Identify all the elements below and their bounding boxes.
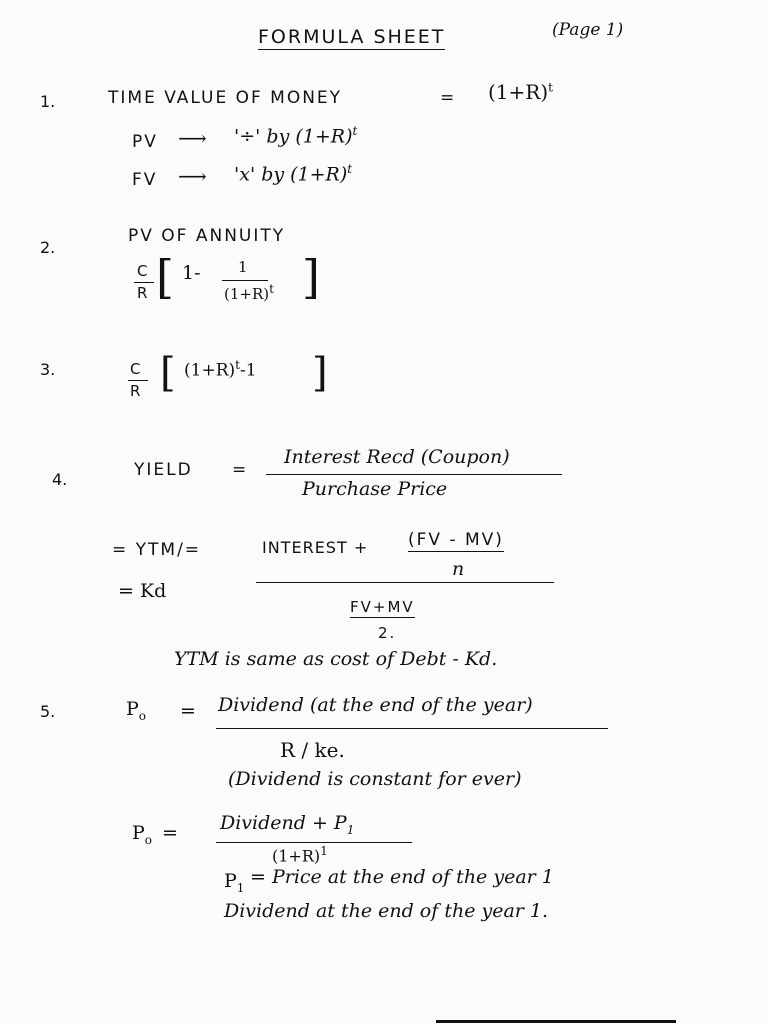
p0b-denominator: $(1+R)^1$ [272, 844, 328, 866]
annuity-c: C [137, 262, 150, 280]
yield-label: YIELD [134, 460, 193, 480]
p0b-label: $P_o$ [132, 822, 153, 847]
ytm-main-fraction-line [256, 582, 554, 583]
constant-note: (Dividend is constant for ever) [228, 768, 522, 790]
p0-equals: = [180, 700, 196, 722]
tvm-equals: = [440, 88, 457, 108]
sheet-title: FORMULA SHEET [258, 26, 446, 48]
fva-close-bracket: ] [312, 350, 328, 396]
annuity-c-over-r-line [134, 282, 154, 283]
fva-c: C [130, 360, 143, 378]
ytm-interest-plus: INTEREST + [262, 538, 369, 557]
tvm-formula: $(1+R)^t$ [488, 80, 553, 104]
annuity-open-bracket: [ [156, 250, 174, 304]
ytm-fv-plus-mv: FV+MV [350, 598, 415, 616]
annuity-close-bracket: ] [302, 250, 320, 304]
annuity-r: R [137, 284, 150, 302]
fv-label: FV [132, 170, 158, 190]
section-5-number: 5. [40, 702, 56, 721]
section-4-number: 4. [52, 470, 68, 489]
p0-numerator: Dividend (at the end of the year) [218, 694, 533, 716]
p0b-fraction-line [216, 842, 412, 843]
ytm-two: 2. [378, 624, 397, 642]
p0-label: $P_o$ [126, 698, 147, 723]
yield-fraction-line [266, 474, 562, 475]
p0-fraction-line [216, 728, 608, 729]
p0b-numerator: Dividend + $P_1$ [220, 812, 355, 837]
fv-arrow: ⟶ [178, 164, 207, 188]
dividend-definition: Dividend at the end of the year 1. [224, 900, 549, 922]
kd-label: = Kd [118, 580, 167, 602]
ytm-fv-minus-mv: (FV - MV) [408, 530, 504, 550]
section-3-number: 3. [40, 360, 56, 379]
bottom-edge-mark [436, 1020, 676, 1023]
section-1-number: 1. [40, 92, 56, 111]
pv-rule: '÷' by $(1+R)^t$ [234, 124, 358, 148]
annuity-frac-line [222, 280, 268, 281]
annuity-one-minus: 1- [182, 262, 201, 284]
ytm-note: YTM is same as cost of Debt - Kd. [174, 648, 498, 670]
ytm-n: n [452, 558, 465, 580]
ytm-label: = YTM/= [112, 540, 202, 560]
p1-definition: = Price at the end of the year 1 [250, 866, 554, 888]
annuity-frac-den: $(1+R)^t$ [224, 282, 274, 303]
fv-rule: 'x' by $(1+R)^t$ [234, 162, 353, 186]
pv-label: PV [132, 132, 158, 152]
yield-numerator: Interest Recd (Coupon) [284, 446, 510, 468]
section-2-number: 2. [40, 238, 56, 257]
p0b-equals: = [162, 822, 178, 844]
fva-r: R [130, 382, 143, 400]
page-label: (Page 1) [552, 20, 624, 40]
tvm-label: TIME VALUE OF MONEY [108, 88, 343, 108]
fva-open-bracket: [ [160, 350, 176, 396]
annuity-frac-num: 1 [238, 258, 248, 276]
p0-denominator: R / ke. [280, 738, 345, 762]
pv-arrow: ⟶ [178, 126, 207, 150]
fva-c-over-r-line [128, 380, 148, 381]
yield-equals: = [232, 460, 249, 480]
fva-inner: $(1+R)^t-1$ [184, 358, 257, 381]
p1-def-label: $P_1$ [224, 870, 245, 895]
pv-annuity-label: PV OF ANNUITY [128, 226, 286, 246]
yield-denominator: Purchase Price [302, 478, 448, 500]
